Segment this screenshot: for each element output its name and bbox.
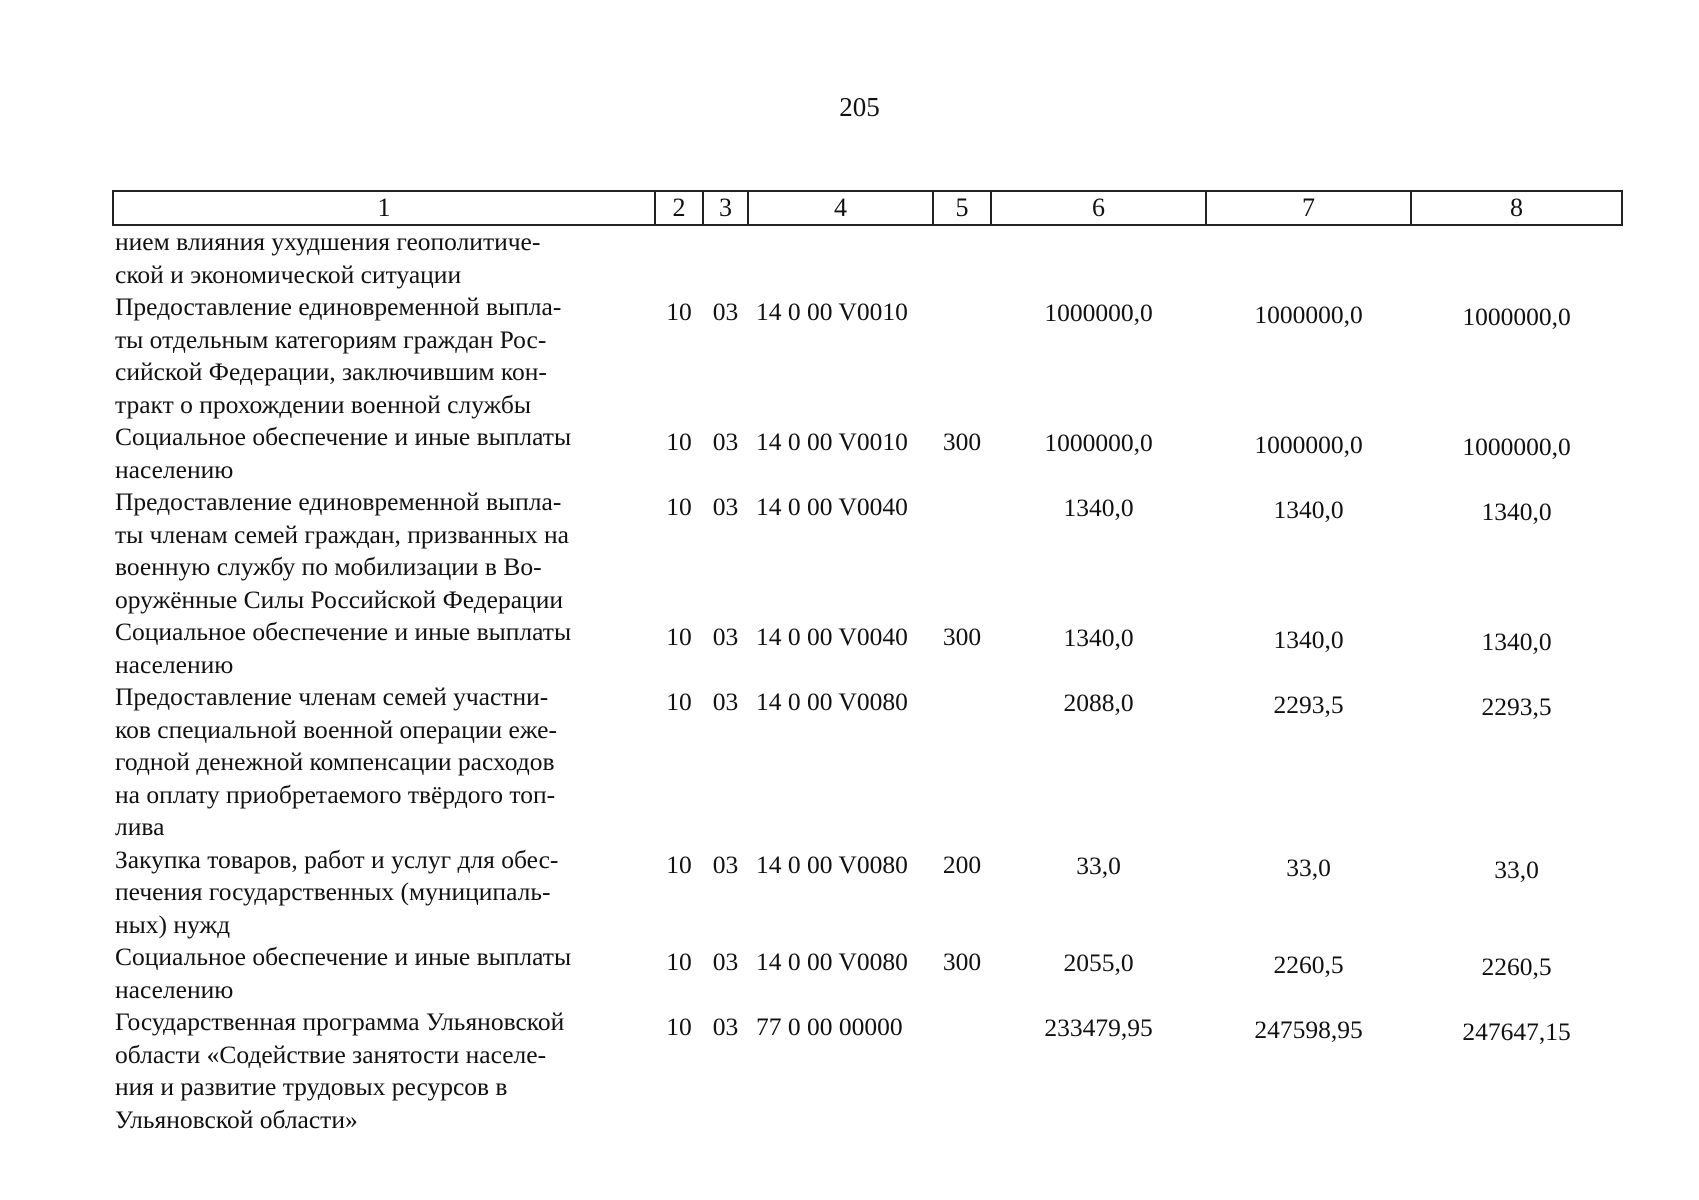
section-code: 10 — [666, 849, 692, 879]
table-row — [113, 225, 1622, 291]
row-description: Предоставление единовременной выпла- ты отдельным категориям граждан Рос- сийской Федерации, заключившим кон- тракт о прохождении военной службы — [115, 292, 562, 419]
amount-col-7: 247598,95 — [1254, 1015, 1363, 1044]
amount-col-8: 1000000,0 — [1462, 432, 1571, 461]
subsection-code: 03 — [712, 687, 739, 716]
section-code: 10 — [666, 947, 692, 976]
row-description: Социальное обеспечение и иные выплаты населению — [115, 617, 572, 679]
subsection-code: 03 — [712, 947, 739, 976]
subsection-code: 03 — [712, 849, 739, 879]
target-article-code: 14 0 00 V0040 — [756, 622, 908, 651]
amount-col-6: 33,0 — [1076, 850, 1121, 880]
header-col-6: 6 — [991, 191, 1206, 225]
amount-col-8: 2293,5 — [1481, 692, 1552, 721]
target-article-code: 14 0 00 V0080 — [756, 687, 908, 716]
expense-type-code: 300 — [942, 427, 982, 456]
section-code: 10 — [666, 622, 692, 651]
amount-col-6: 2088,0 — [1063, 688, 1134, 717]
target-article-code: 14 0 00 V0080 — [756, 849, 908, 879]
subsection-code: 03 — [712, 1012, 739, 1041]
row-description: Социальное обеспечение и иные выплаты населению — [115, 942, 572, 1004]
amount-col-6 — [991, 225, 1206, 291]
amount-col-7: 2260,5 — [1273, 950, 1344, 979]
table-row — [113, 844, 1622, 942]
row-description: Государственная программа Ульяновской области «Содействие занятости населе- ния и развитие трудовых ресурсов в Ульяновской области» — [115, 1007, 565, 1134]
amount-col-6: 1340,0 — [1063, 493, 1134, 522]
amount-col-6: 2055,0 — [1063, 948, 1134, 977]
table-row — [113, 291, 1622, 421]
amount-col-6: 1000000,0 — [1044, 428, 1153, 457]
target-article-code: 14 0 00 V0010 — [756, 427, 908, 456]
table-row — [113, 941, 1622, 1006]
header-row — [113, 191, 1622, 225]
table-row — [113, 1006, 1622, 1136]
section-code: 10 — [666, 492, 692, 521]
amount-col-6: 1000000,0 — [1044, 298, 1153, 327]
section-code: 10 — [666, 297, 692, 326]
subsection-code: 03 — [712, 492, 739, 521]
amount-col-8: 1340,0 — [1481, 497, 1552, 526]
table-row — [113, 616, 1622, 681]
section-code: 10 — [666, 427, 692, 456]
section-code — [655, 225, 703, 291]
expense-type-code: 300 — [942, 947, 982, 976]
row-description: Предоставление единовременной выпла- ты членам семей граждан, призванных на военную службу по мобилизации в Во- оружённые Силы Российской Федерации — [115, 487, 569, 614]
section-code: 10 — [666, 1012, 692, 1041]
amount-col-7 — [1206, 225, 1411, 291]
header-col-3: 3 — [703, 191, 748, 225]
amount-col-7: 1000000,0 — [1254, 430, 1363, 459]
budget-table — [112, 190, 1623, 1136]
target-article-code: 14 0 00 V0010 — [756, 297, 908, 326]
amount-col-8: 247647,15 — [1462, 1017, 1571, 1046]
subsection-code: 03 — [712, 297, 739, 326]
amount-col-8: 1000000,0 — [1462, 302, 1571, 331]
amount-col-7: 2293,5 — [1273, 690, 1344, 719]
expense-type-code — [933, 486, 991, 616]
header-col-1: 1 — [113, 191, 655, 225]
amount-col-8: 33,0 — [1494, 854, 1539, 884]
expense-type-code — [933, 681, 991, 844]
amount-col-8: 2260,5 — [1481, 952, 1552, 981]
target-article-code — [748, 225, 933, 291]
header-col-5: 5 — [933, 191, 991, 225]
expense-type-code — [933, 291, 991, 421]
amount-col-7: 33,0 — [1286, 852, 1331, 882]
amount-col-7: 1340,0 — [1273, 495, 1344, 524]
expense-type-code: 300 — [942, 622, 982, 651]
table-row — [113, 681, 1622, 844]
header-col-4: 4 — [748, 191, 933, 225]
amount-col-8: 1340,0 — [1481, 627, 1552, 656]
row-description: Закупка товаров, работ и услуг для обес- печения государственных (муниципаль- ных) нужд — [115, 844, 559, 939]
table-row — [113, 421, 1622, 486]
target-article-code: 77 0 00 00000 — [756, 1012, 903, 1041]
amount-col-8 — [1411, 225, 1622, 291]
header-col-2: 2 — [655, 191, 703, 225]
subsection-code: 03 — [712, 427, 739, 456]
header-col-7: 7 — [1206, 191, 1411, 225]
subsection-code: 03 — [712, 622, 739, 651]
row-description: Социальное обеспечение и иные выплаты населению — [115, 422, 572, 484]
amount-col-6: 1340,0 — [1063, 623, 1134, 652]
expense-type-code: 200 — [942, 849, 982, 879]
expense-type-code — [933, 225, 991, 291]
section-code: 10 — [666, 687, 692, 716]
row-description: Предоставление членам семей участни- ков специальной военной операции еже- годной денежной компенсации расходов на оплату приобретаемого твёрдого топ- лива — [115, 682, 557, 841]
amount-col-6: 233479,95 — [1044, 1013, 1153, 1042]
subsection-code — [703, 225, 748, 291]
target-article-code: 14 0 00 V0080 — [756, 947, 908, 976]
amount-col-7: 1340,0 — [1273, 625, 1344, 654]
header-col-8: 8 — [1411, 191, 1622, 225]
row-description: нием влияния ухудшения геополитиче- ской и экономической ситуации — [115, 227, 541, 289]
table-body — [113, 225, 1622, 1136]
table-row — [113, 486, 1622, 616]
target-article-code: 14 0 00 V0040 — [756, 492, 908, 521]
amount-col-7: 1000000,0 — [1254, 300, 1363, 329]
expense-type-code — [933, 1006, 991, 1136]
page-number: 205 — [839, 92, 880, 122]
